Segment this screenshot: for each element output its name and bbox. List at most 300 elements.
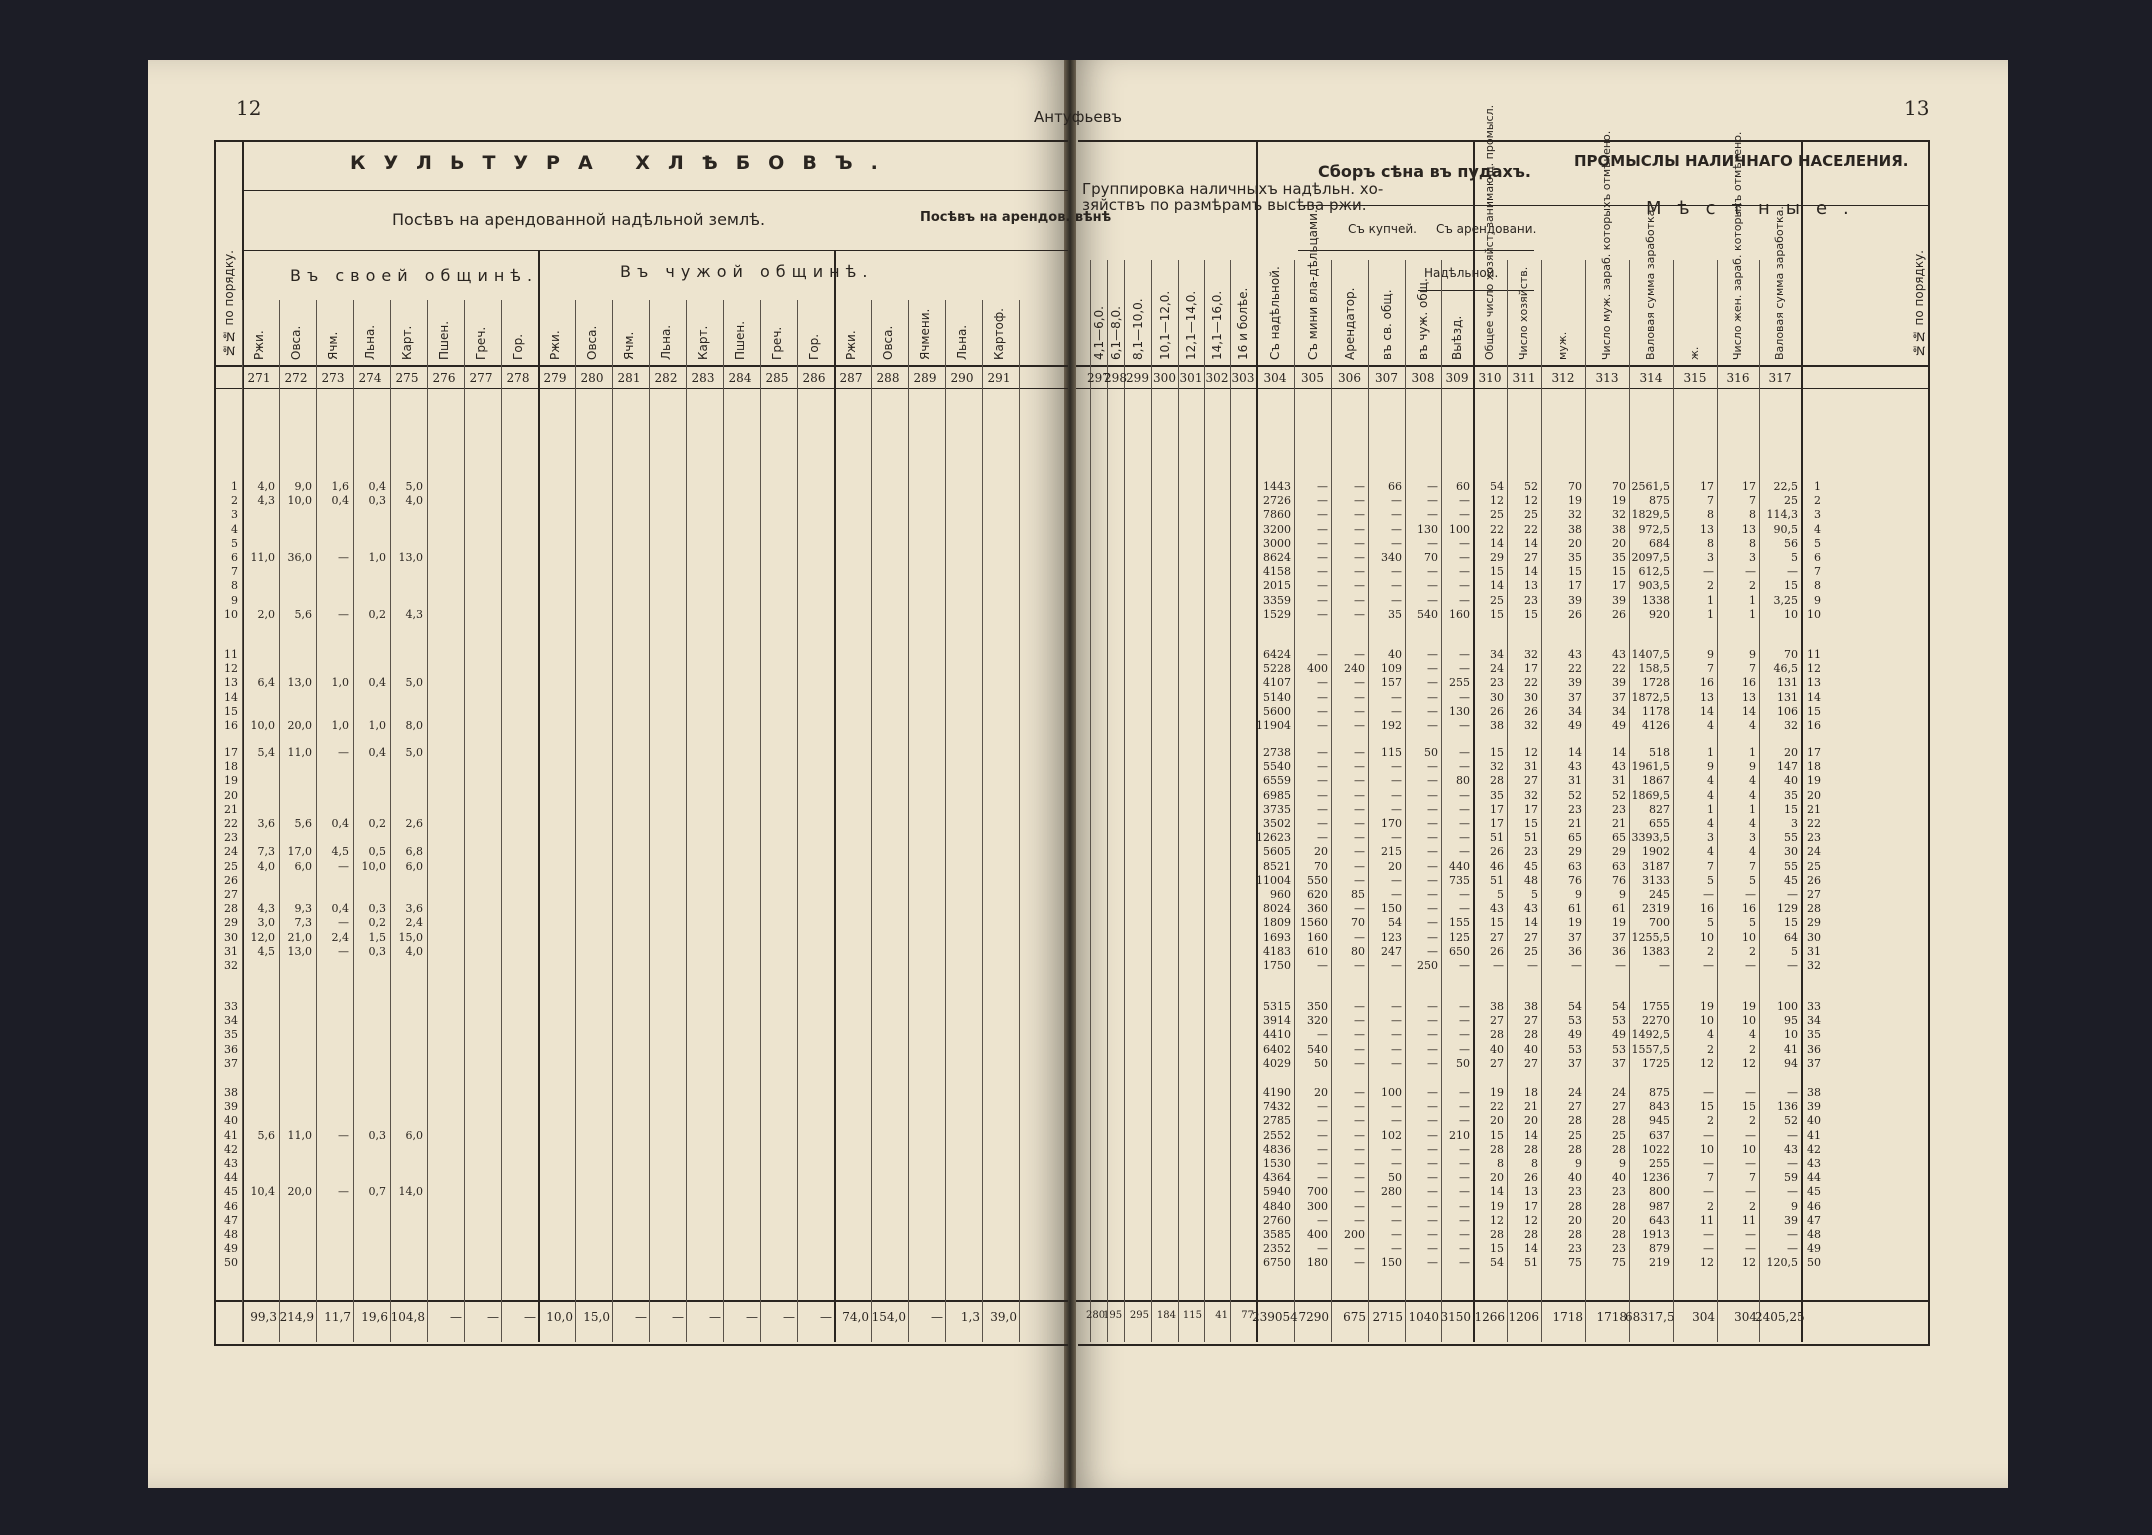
right-table-cell: — (1787, 565, 1798, 579)
right-table-cell: 27 (1568, 1100, 1582, 1114)
right-table-cell: 21 (1612, 817, 1626, 830)
left-total-cell: — (524, 1310, 536, 1324)
right-table-cell: — (1354, 930, 1365, 944)
right-table-cell: — (1787, 1242, 1798, 1256)
right-table-cell: 9 (1791, 1199, 1798, 1213)
own-commune-header: Въ своей общинѣ. (290, 266, 539, 285)
row-number-left: 21 (224, 802, 238, 816)
row-number-right: 40 (1807, 1114, 1821, 1128)
right-table-cell: 40 (1524, 1042, 1538, 1056)
right-table-cell: 1809 (1263, 916, 1291, 930)
left-column-divider (982, 300, 983, 1342)
right-table-cell: 2726 (1263, 494, 1291, 508)
right-table-cell: — (1317, 494, 1328, 508)
rent-own-land-header: Посѣвъ на арендованной надѣльной землѣ. (392, 210, 766, 229)
right-table-cell: — (1317, 1114, 1328, 1128)
right-table-cell: 129 (1777, 902, 1798, 916)
right-table-cell: — (1427, 788, 1438, 802)
right-table-cell: — (1459, 1185, 1470, 1199)
right-table-cell: 15 (1490, 746, 1504, 759)
right-table-cell: 39 (1568, 676, 1582, 690)
right-table-cell: — (1459, 579, 1470, 593)
right-table-cell: 54 (1568, 1000, 1582, 1013)
right-table-cell: 1383 (1642, 944, 1670, 958)
right-table-cell: — (1354, 565, 1365, 579)
right-column-number: 298 (1104, 371, 1127, 385)
left-table-cell: 7,3 (257, 845, 275, 859)
row-number-left: 10 (224, 607, 238, 621)
row-number-left: 36 (224, 1042, 238, 1056)
right-table-cell: 20 (1314, 845, 1328, 859)
left-table-cell: — (338, 551, 349, 564)
left-column-label: Льна. (659, 324, 673, 360)
right-column-label: Выѣзд. (1450, 315, 1464, 360)
right-table-cell: 27 (1524, 1014, 1538, 1028)
right-table-cell: 106 (1777, 704, 1798, 718)
left-page-number: 12 (236, 96, 262, 120)
right-table-cell: 28 (1612, 1199, 1626, 1213)
left-column-number: 286 (802, 371, 826, 385)
right-table-cell: — (1787, 888, 1798, 901)
right-table-cell: 51 (1524, 831, 1538, 845)
right-table-cell: — (1391, 1199, 1402, 1213)
right-header-rule-2 (1298, 250, 1534, 251)
right-table-cell: 14 (1490, 536, 1504, 550)
right-column-divider (1230, 260, 1231, 1342)
right-table-cell: — (1391, 1028, 1402, 1042)
right-table-cell: — (1427, 1056, 1438, 1070)
right-table-cell: — (1427, 859, 1438, 873)
right-table-cell: — (1427, 1171, 1438, 1185)
right-table-cell: 2785 (1263, 1114, 1291, 1128)
right-table-cell: 2 (1707, 579, 1714, 593)
left-column-divider (538, 250, 540, 1342)
left-column-divider (686, 300, 687, 1342)
left-table-cell: 4,5 (257, 944, 275, 958)
right-table-cell: 1443 (1263, 480, 1291, 493)
right-table-cell: — (1354, 831, 1365, 845)
right-table-cell: 700 (1307, 1185, 1328, 1199)
right-table-cell: 5 (1497, 888, 1504, 901)
right-table-cell: 3914 (1263, 1014, 1291, 1028)
right-table-cell: 65 (1612, 831, 1626, 845)
left-column-divider (427, 300, 428, 1342)
right-table-cell: 15 (1784, 916, 1798, 930)
right-table-cell: — (1317, 760, 1328, 774)
right-table-cell: 2097,5 (1631, 551, 1670, 564)
row-number-left: 24 (224, 845, 238, 859)
right-table-cell: 8024 (1263, 902, 1291, 916)
right-table-cell: 38 (1490, 1000, 1504, 1013)
right-table-cell: 95 (1784, 1014, 1798, 1028)
right-table-cell: 23 (1612, 1242, 1626, 1256)
right-table-cell: 13 (1700, 522, 1714, 536)
left-column-number: 283 (691, 371, 715, 385)
right-column-label: Число муж. зараб. которыхъ отмѣчено. (1600, 130, 1613, 360)
right-table-cell: 1829,5 (1631, 508, 1670, 522)
row-number-right: 15 (1807, 704, 1821, 718)
right-table-cell: 39 (1612, 676, 1626, 690)
right-table-cell: 7 (1749, 662, 1756, 676)
left-table-cell: 4,0 (405, 494, 423, 508)
right-table-cell: 518 (1649, 746, 1670, 759)
right-table-cell: 987 (1649, 1199, 1670, 1213)
right-table-cell: 8624 (1263, 551, 1291, 564)
row-number-left: 12 (224, 662, 238, 676)
right-table-cell: — (1459, 690, 1470, 704)
right-table-cell: 131 (1777, 676, 1798, 690)
right-table-cell: 32 (1490, 760, 1504, 774)
row-number-left: 35 (224, 1028, 238, 1042)
right-table-cell: 75 (1568, 1256, 1582, 1270)
right-table-cell: 14 (1742, 704, 1756, 718)
right-table-cell: 34 (1568, 704, 1582, 718)
right-table-cell: 7 (1707, 662, 1714, 676)
right-page-number: 13 (1904, 96, 1930, 120)
left-table-cell: 6,8 (405, 845, 423, 859)
left-column-number: 278 (506, 371, 530, 385)
right-table-cell: 400 (1307, 1228, 1328, 1241)
right-table-cell: 14 (1568, 746, 1582, 759)
right-table-cell: 10 (1742, 930, 1756, 944)
right-table-cell: — (1459, 802, 1470, 816)
right-table-cell: 13 (1700, 690, 1714, 704)
right-table-cell: 350 (1307, 1000, 1328, 1013)
right-table-cell: 7860 (1263, 508, 1291, 522)
right-table-cell: — (1317, 1128, 1328, 1142)
right-table-cell: 36 (1568, 944, 1582, 958)
right-table-cell: 4 (1749, 774, 1756, 788)
right-table-cell: 31 (1524, 760, 1538, 774)
right-table-cell: 1530 (1263, 1157, 1291, 1170)
left-column-divider (945, 300, 946, 1342)
right-table-cell: 15 (1784, 802, 1798, 816)
right-table-cell: 15 (1700, 1100, 1714, 1114)
left-table-cell: 5,4 (257, 746, 275, 759)
right-table-cell: 4029 (1263, 1056, 1291, 1070)
right-column-number: 305 (1301, 371, 1324, 385)
row-number-right: 23 (1807, 831, 1821, 845)
right-table-cell: 34 (1490, 648, 1504, 661)
right-table-cell: 75 (1612, 1256, 1626, 1270)
left-table-cell: 5,6 (294, 817, 312, 830)
right-table-cell: 13 (1742, 522, 1756, 536)
right-table-cell: 90,5 (1773, 522, 1798, 536)
right-table-cell: 15 (1490, 916, 1504, 930)
left-column-number: 289 (913, 371, 937, 385)
left-table-cell: 0,7 (368, 1185, 386, 1199)
right-table-cell: — (1391, 873, 1402, 887)
left-column-number: 273 (321, 371, 345, 385)
right-table-cell: 4 (1707, 774, 1714, 788)
row-number-left: 23 (224, 831, 238, 845)
row-number-left: 29 (224, 916, 238, 930)
right-table-cell: 51 (1524, 1256, 1538, 1270)
row-number-right: 46 (1807, 1199, 1821, 1213)
row-number-left: 13 (224, 676, 238, 690)
right-table-cell: — (1317, 802, 1328, 816)
right-table-cell: — (1427, 1242, 1438, 1256)
row-number-right: 18 (1807, 760, 1821, 774)
right-table-cell: 15 (1612, 565, 1626, 579)
right-table-cell: 70 (1612, 480, 1626, 493)
right-column-number: 316 (1726, 371, 1750, 385)
left-column-divider (760, 300, 761, 1342)
right-table-cell: 43 (1612, 760, 1626, 774)
right-table-cell: 46 (1490, 859, 1504, 873)
right-table-cell: 15 (1490, 1128, 1504, 1142)
right-table-cell: 4 (1707, 1028, 1714, 1042)
right-table-cell: — (1427, 494, 1438, 508)
left-table-cell: — (338, 607, 349, 621)
right-column-number: 312 (1551, 371, 1575, 385)
right-table-cell: — (1459, 831, 1470, 845)
right-column-divider (1151, 260, 1152, 1342)
left-table-cell: 13,0 (287, 676, 312, 690)
right-total-cell: 1718 (1552, 1310, 1583, 1324)
right-table-cell: 20 (1490, 1171, 1504, 1185)
right-table-cell: 245 (1649, 888, 1670, 901)
right-table-cell: 1 (1749, 746, 1756, 759)
right-table-cell: — (1354, 522, 1365, 536)
left-total-cell: 15,0 (583, 1310, 610, 1324)
right-table-cell: — (1427, 1256, 1438, 1270)
right-table-cell: 22 (1490, 1100, 1504, 1114)
right-table-cell: — (1317, 1157, 1328, 1170)
left-column-label: Ячм. (622, 331, 636, 360)
right-column-number: 304 (1263, 371, 1287, 385)
row-number-right: 1 (1814, 480, 1821, 493)
right-column-label: 8,1—10,0. (1130, 298, 1145, 360)
left-total-cell: 1,3 (960, 1310, 980, 1324)
right-table-cell: 21 (1524, 1100, 1538, 1114)
crafts-title: ПРОМЫСЛЫ НАЛИЧНАГО НАСЕЛЕНИЯ. (1574, 152, 1909, 170)
right-table-cell: 2738 (1263, 746, 1291, 759)
right-column-number: 309 (1445, 371, 1469, 385)
right-table-cell: 684 (1649, 536, 1670, 550)
right-table-cell: 200 (1344, 1228, 1365, 1241)
right-table-cell: — (1354, 774, 1365, 788)
row-number-right: 39 (1807, 1100, 1821, 1114)
right-table-cell: — (1391, 774, 1402, 788)
row-number-right: 31 (1807, 944, 1821, 958)
left-table-cell: 13,0 (287, 944, 312, 958)
right-table-cell: 240 (1344, 662, 1365, 676)
right-column-number: 310 (1478, 371, 1502, 385)
right-table-cell: 23 (1490, 676, 1504, 690)
right-table-cell: — (1703, 959, 1714, 972)
right-table-cell: 50 (1456, 1056, 1470, 1070)
right-table-cell: 4158 (1263, 565, 1291, 579)
right-table-cell: 22 (1524, 676, 1538, 690)
row-number-right: 8 (1814, 579, 1821, 593)
right-table-cell: — (1459, 1114, 1470, 1128)
right-table-cell: 32 (1524, 719, 1538, 732)
right-table-cell: 920 (1649, 607, 1670, 621)
right-table-cell: 10 (1742, 1142, 1756, 1156)
left-table-cell: 11,0 (250, 551, 275, 564)
right-table-cell: 1755 (1642, 1000, 1670, 1013)
left-table-cell: 2,6 (405, 817, 423, 830)
left-column-label: Пшен. (733, 320, 747, 360)
right-table-cell: 4836 (1263, 1142, 1291, 1156)
row-number-right: 26 (1807, 873, 1821, 887)
right-table-cell: — (1354, 802, 1365, 816)
right-column-number: 314 (1639, 371, 1663, 385)
right-table-cell: 3 (1749, 551, 1756, 564)
right-table-cell: 15 (1742, 1100, 1756, 1114)
right-table-cell: — (1459, 1171, 1470, 1185)
right-table-cell: — (1317, 565, 1328, 579)
row-number-right: 10 (1807, 607, 1821, 621)
right-column-label: 14,1—16,0. (1210, 290, 1224, 360)
right-table-cell: — (1354, 1157, 1365, 1170)
left-table-cell: — (338, 746, 349, 759)
right-table-cell: 170 (1381, 817, 1402, 830)
left-table-cell: 9,0 (294, 480, 312, 493)
right-table-cell: 4410 (1263, 1028, 1291, 1042)
right-table-cell: 155 (1449, 916, 1470, 930)
right-table-cell: 41 (1784, 1042, 1798, 1056)
right-table-cell: — (1317, 1213, 1328, 1227)
right-table-cell: — (1459, 1228, 1470, 1241)
right-table-cell: — (1391, 788, 1402, 802)
right-table-cell: 4183 (1263, 944, 1291, 958)
right-table-cell: — (1745, 565, 1756, 579)
left-table-cell: — (338, 944, 349, 958)
left-table-cell: 0,4 (368, 676, 386, 690)
left-table-cell: 1,0 (331, 676, 349, 690)
right-table-cell: 136 (1777, 1100, 1798, 1114)
right-table-cell: 14 (1524, 565, 1538, 579)
right-table-cell: 70 (1568, 480, 1582, 493)
left-table-frame (214, 140, 1068, 1346)
right-table-cell: 3 (1791, 817, 1798, 830)
right-table-cell: 37 (1612, 1056, 1626, 1070)
right-table-cell: 64 (1784, 930, 1798, 944)
left-table-cell: 0,2 (368, 916, 386, 930)
right-table-cell: 20 (1314, 1086, 1328, 1099)
right-table-cell: — (1427, 845, 1438, 859)
right-column-label: 16 и болѣе. (1236, 287, 1250, 360)
right-table-cell: — (1391, 494, 1402, 508)
right-table-cell: — (1427, 1157, 1438, 1170)
left-table-cell: 8,0 (405, 719, 423, 732)
right-table-cell: 60 (1456, 480, 1470, 493)
right-table-cell: 2 (1707, 1042, 1714, 1056)
right-table-cell: 20 (1612, 536, 1626, 550)
right-table-cell: — (1354, 1213, 1365, 1227)
row-number-right: 9 (1814, 593, 1821, 607)
right-table-cell: 2 (1749, 1199, 1756, 1213)
row-number-left: 38 (224, 1086, 238, 1099)
right-table-cell: 53 (1612, 1014, 1626, 1028)
right-table-cell: — (1427, 1142, 1438, 1156)
left-table-cell: 0,4 (368, 480, 386, 493)
right-table-cell: 158,5 (1638, 662, 1670, 676)
right-total-cell: 1266 (1474, 1310, 1505, 1324)
right-column-label: 4,1—6,0. (1092, 306, 1106, 360)
right-table-cell: 26 (1490, 845, 1504, 859)
right-header-rule-1 (1298, 205, 1928, 206)
row-number-left: 2 (231, 494, 238, 508)
right-table-cell: 620 (1307, 888, 1328, 901)
left-table-cell: 4,3 (405, 607, 423, 621)
right-table-cell: 1725 (1642, 1056, 1670, 1070)
right-table-cell: 20 (1524, 1114, 1538, 1128)
row-number-left: 14 (224, 690, 238, 704)
left-column-divider (612, 300, 613, 1342)
right-table-cell: 50 (1424, 746, 1438, 759)
right-table-cell: — (1459, 959, 1470, 972)
right-table-cell: 1560 (1300, 916, 1328, 930)
right-column-number: 307 (1375, 371, 1398, 385)
right-table-cell: 15 (1524, 607, 1538, 621)
right-table-cell: 12 (1700, 1256, 1714, 1270)
row-number-left: 16 (224, 719, 238, 732)
right-table-cell: 63 (1568, 859, 1582, 873)
right-table-cell: 219 (1649, 1256, 1670, 1270)
right-table-cell: 46,5 (1773, 662, 1798, 676)
right-table-cell: 11004 (1256, 873, 1291, 887)
left-column-number: 279 (543, 371, 567, 385)
right-table-cell: 28 (1490, 774, 1504, 788)
hay-rented-header: Съ арендовани. (1436, 222, 1537, 236)
left-table-cell: — (338, 1128, 349, 1142)
other-commune-header: Въ чужой общинѣ. (620, 262, 874, 281)
right-table-cell: — (1354, 760, 1365, 774)
left-table-cell: 7,3 (294, 916, 312, 930)
right-table-cell: 70 (1314, 859, 1328, 873)
left-total-cell: 214,9 (279, 1310, 314, 1324)
left-total-cell: — (746, 1310, 758, 1324)
right-column-label: Съ мини вла-дѣльцами. (1305, 209, 1320, 360)
right-table-cell: 15 (1490, 1242, 1504, 1256)
right-table-cell: — (1703, 1228, 1714, 1241)
left-table-cell: 0,3 (368, 1128, 386, 1142)
right-table-cell: 22,5 (1773, 480, 1798, 493)
right-table-cell: — (1354, 845, 1365, 859)
right-table-cell: 39 (1784, 1213, 1798, 1227)
right-table-cell: 643 (1649, 1213, 1670, 1227)
right-table-cell: — (1459, 648, 1470, 661)
right-table-cell: 1 (1707, 607, 1714, 621)
right-table-cell: 76 (1568, 873, 1582, 887)
left-table-cell: 0,4 (331, 817, 349, 830)
right-table-cell: 3359 (1263, 593, 1291, 607)
row-number-left: 48 (224, 1228, 238, 1241)
right-table-cell: 15 (1568, 565, 1582, 579)
right-table-cell: 6559 (1263, 774, 1291, 788)
right-table-cell: 43 (1490, 902, 1504, 916)
right-table-cell: — (1459, 508, 1470, 522)
right-total-cell: 68317,5 (1625, 1310, 1675, 1324)
row-number-right: 35 (1807, 1028, 1821, 1042)
left-total-cell: 10,0 (546, 1310, 573, 1324)
row-number-right: 29 (1807, 916, 1821, 930)
right-table-cell: 15 (1784, 579, 1798, 593)
right-table-cell: — (1354, 1028, 1365, 1042)
right-table-cell: — (1354, 859, 1365, 873)
row-number-right: 48 (1807, 1228, 1821, 1241)
hay-allotment-header: Надѣльной. (1424, 266, 1499, 280)
right-table-cell: — (1459, 746, 1470, 759)
row-number-left: 43 (224, 1157, 238, 1170)
right-table-cell: — (1354, 1142, 1365, 1156)
right-table-cell: — (1427, 930, 1438, 944)
right-table-cell: 280 (1381, 1185, 1402, 1199)
right-table-cell: — (1391, 1157, 1402, 1170)
